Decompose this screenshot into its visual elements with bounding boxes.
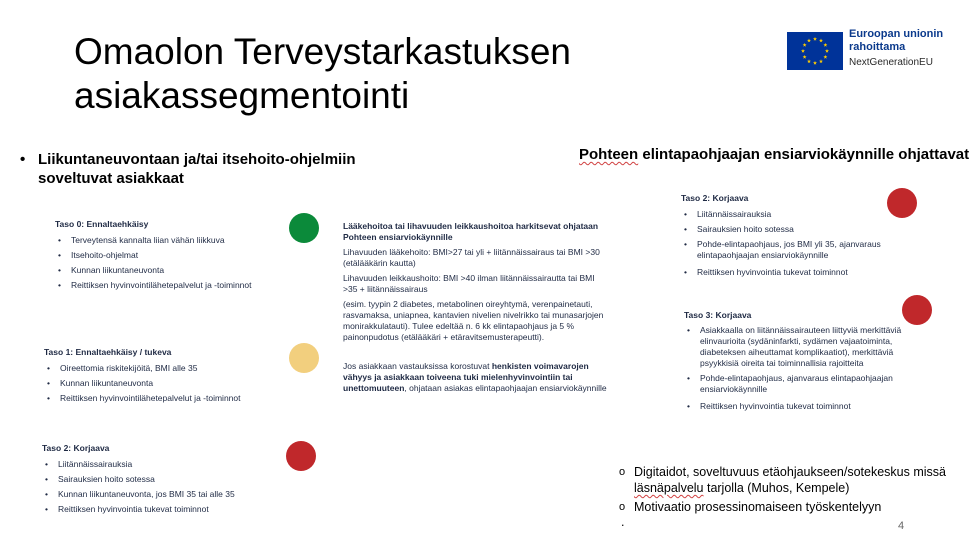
- list-item: • Sairauksien hoito sotessa: [42, 472, 282, 487]
- list-item: • Reittiksen hyvinvointilähetepalvelut ja -toiminnot: [55, 278, 285, 293]
- note-item-3: .: [621, 515, 625, 529]
- taso2-left-box: [42, 441, 282, 517]
- left-heading-text: Liikuntaneuvontaan ja/tai itsehoito-ohjelmiin soveltuvat asiakkaat: [38, 151, 356, 187]
- list-item: • Liitännäissairauksia: [681, 207, 911, 222]
- middle-paragraph-1: Lääkehoitoa tai lihavuuden leikkaushoitoa harkitsevat ohjataan Pohteen ensiarviokäynnille: [343, 221, 599, 242]
- note-item-1: [619, 464, 959, 496]
- note-item-2: o Motivaatio prosessinomaiseen työskentelyyn: [619, 499, 959, 515]
- list-item: • Reittiksen hyvinvointia tukevat toiminnot: [681, 265, 911, 280]
- list-item: • Reittiksen hyvinvointilähetepalvelut ja -toiminnot: [44, 391, 284, 406]
- title-line-1: Omaolon Terveystarkastuksen: [74, 31, 571, 72]
- left-section-heading: [20, 150, 360, 188]
- note-1-part-a: Digitaidot, soveltuvuus etäohjaukseen/sotekeskus missä: [634, 465, 946, 479]
- eu-star: [823, 43, 827, 47]
- middle-paragraph-2: Lihavuuden lääkehoito: BMI>27 tai yli + liitännäissairaus tai BMI >30 (etälääkärin kautta): [343, 247, 600, 268]
- middle-text-column: [343, 221, 611, 398]
- list-item: • Kunnan liikuntaneuvonta, jos BMI 35 tai alle 35: [42, 487, 282, 502]
- taso3-status-circle: [902, 295, 932, 325]
- taso0-list: [55, 233, 285, 293]
- list-item: • Reittiksen hyvinvointia tukevat toiminnot: [42, 502, 282, 517]
- list-item: • Kunnan liikuntaneuvonta: [44, 376, 284, 391]
- right-section-heading: [579, 146, 979, 163]
- eu-logo-line-2: rahoittama: [849, 41, 906, 53]
- list-item: • Reittiksen hyvinvointia tukevat toiminnot: [684, 399, 919, 414]
- taso0-status-circle: [289, 213, 319, 243]
- middle-paragraph-5: [343, 361, 611, 394]
- right-heading-part-b: elintapaohjaajan ensiarviokäynnille ohjattavat: [638, 146, 970, 163]
- taso1-box: [44, 345, 284, 406]
- taso3-title: Taso 3: Korjaava: [684, 310, 752, 320]
- slide-title: [74, 30, 714, 118]
- middle-p5-part-a: Jos asiakkaan vastauksissa korostuvat: [343, 361, 492, 371]
- middle-p5-part-b: henkisten voimavarojen vähyys ja asiakkaan toiveena tuki mielenhyvinvointiin tai unettomuuteen: [343, 361, 589, 393]
- eu-star: [803, 43, 807, 47]
- eu-funding-logo: [787, 28, 957, 72]
- list-item: • Kunnan liikuntaneuvonta: [55, 263, 285, 278]
- right-heading-part-a: Pohteen: [579, 146, 639, 163]
- taso2-right-list: [681, 207, 911, 280]
- eu-star: [825, 49, 829, 53]
- title-line-2: asiakassegmentointi: [74, 75, 410, 116]
- eu-star: [807, 39, 811, 43]
- middle-paragraph-4: (esim. tyypin 2 diabetes, metabolinen oireyhtymä, verenpainetauti, rasvamaksa, uniapnea, kantavien nivelien nivelrikko tai munasarjojen monirakkulatauti). Tulee edeltää n. 6 kk elintapaohjaus ja 5 % painonpudotus (etälääkäri + etäravitsemusterapeutti).: [343, 299, 604, 342]
- list-item: • Oireettomia riskitekijöitä, BMI alle 35: [44, 361, 284, 376]
- taso3-list: [684, 325, 919, 414]
- taso2-right-box: [681, 191, 911, 280]
- taso2-left-title: Taso 2: Korjaava: [42, 443, 110, 453]
- eu-flag-icon: [787, 32, 843, 70]
- eu-star: [803, 55, 807, 59]
- eu-logo-line-3: NextGenerationEU: [849, 57, 933, 68]
- eu-star: [823, 55, 827, 59]
- taso2-left-status-circle: [286, 441, 316, 471]
- taso3-box: [684, 308, 919, 414]
- bullet-marker: •: [20, 151, 26, 168]
- note-1-part-b: läsnäpalvelu: [634, 481, 704, 495]
- list-item: • Pohde-elintapaohjaus, ajanvaraus elintapaohjaajan ensiarviokäynnille: [684, 373, 919, 395]
- list-item: • Pohde-elintapaohjaus, jos BMI yli 35, ajanvaraus elintapaohjaajan ensiarviokäynnille: [681, 239, 911, 261]
- taso2-right-title: Taso 2: Korjaava: [681, 193, 749, 203]
- taso1-title: Taso 1: Ennaltaehkäisy / tukeva: [44, 347, 172, 357]
- taso2-left-list: [42, 457, 282, 517]
- taso1-list: [44, 361, 284, 406]
- list-item: • Liitännäissairauksia: [42, 457, 282, 472]
- middle-p5-part-c: , ohjataan asiakas elintapaohjaajan ensiarviokäynnille: [404, 383, 607, 393]
- page-number: 4: [898, 520, 905, 532]
- middle-paragraph-3: Lihavuuden leikkaushoito: BMI >40 ilman liitännäissairautta tai BMI >35 + liitännäissairaus: [343, 273, 595, 294]
- eu-star: [813, 61, 817, 65]
- eu-star: [819, 59, 823, 63]
- list-item: • Sairauksien hoito sotessa: [681, 222, 911, 237]
- list-item: • Itsehoito-ohjelmat: [55, 248, 285, 263]
- list-item: • Terveytensä kannalta liian vähän liikkuva: [55, 233, 285, 248]
- taso0-title: Taso 0: Ennaltaehkäisy: [55, 219, 149, 229]
- list-item: • Asiakkaalla on liitännäissairauteen liittyviä merkittäviä elinvaurioita (sydäninfarkti, sydämen vajaatoiminta, diabeteksen aiheuttamat komplikaatiot), merkittäviä psyykkisiä oireita tai toiminnallisia rajoitteita: [684, 325, 919, 369]
- taso0-box: [55, 217, 285, 293]
- eu-star: [807, 59, 811, 63]
- notes-list: [619, 464, 959, 529]
- taso2-right-status-circle: [887, 188, 917, 218]
- eu-star: [813, 37, 817, 41]
- eu-star: [801, 49, 805, 53]
- eu-stars: [787, 32, 843, 70]
- eu-logo-line-1: Euroopan unionin: [849, 28, 944, 40]
- taso1-status-circle: [289, 343, 319, 373]
- eu-star: [819, 39, 823, 43]
- note-1-part-c: tarjolla (Muhos, Kempele): [703, 481, 850, 495]
